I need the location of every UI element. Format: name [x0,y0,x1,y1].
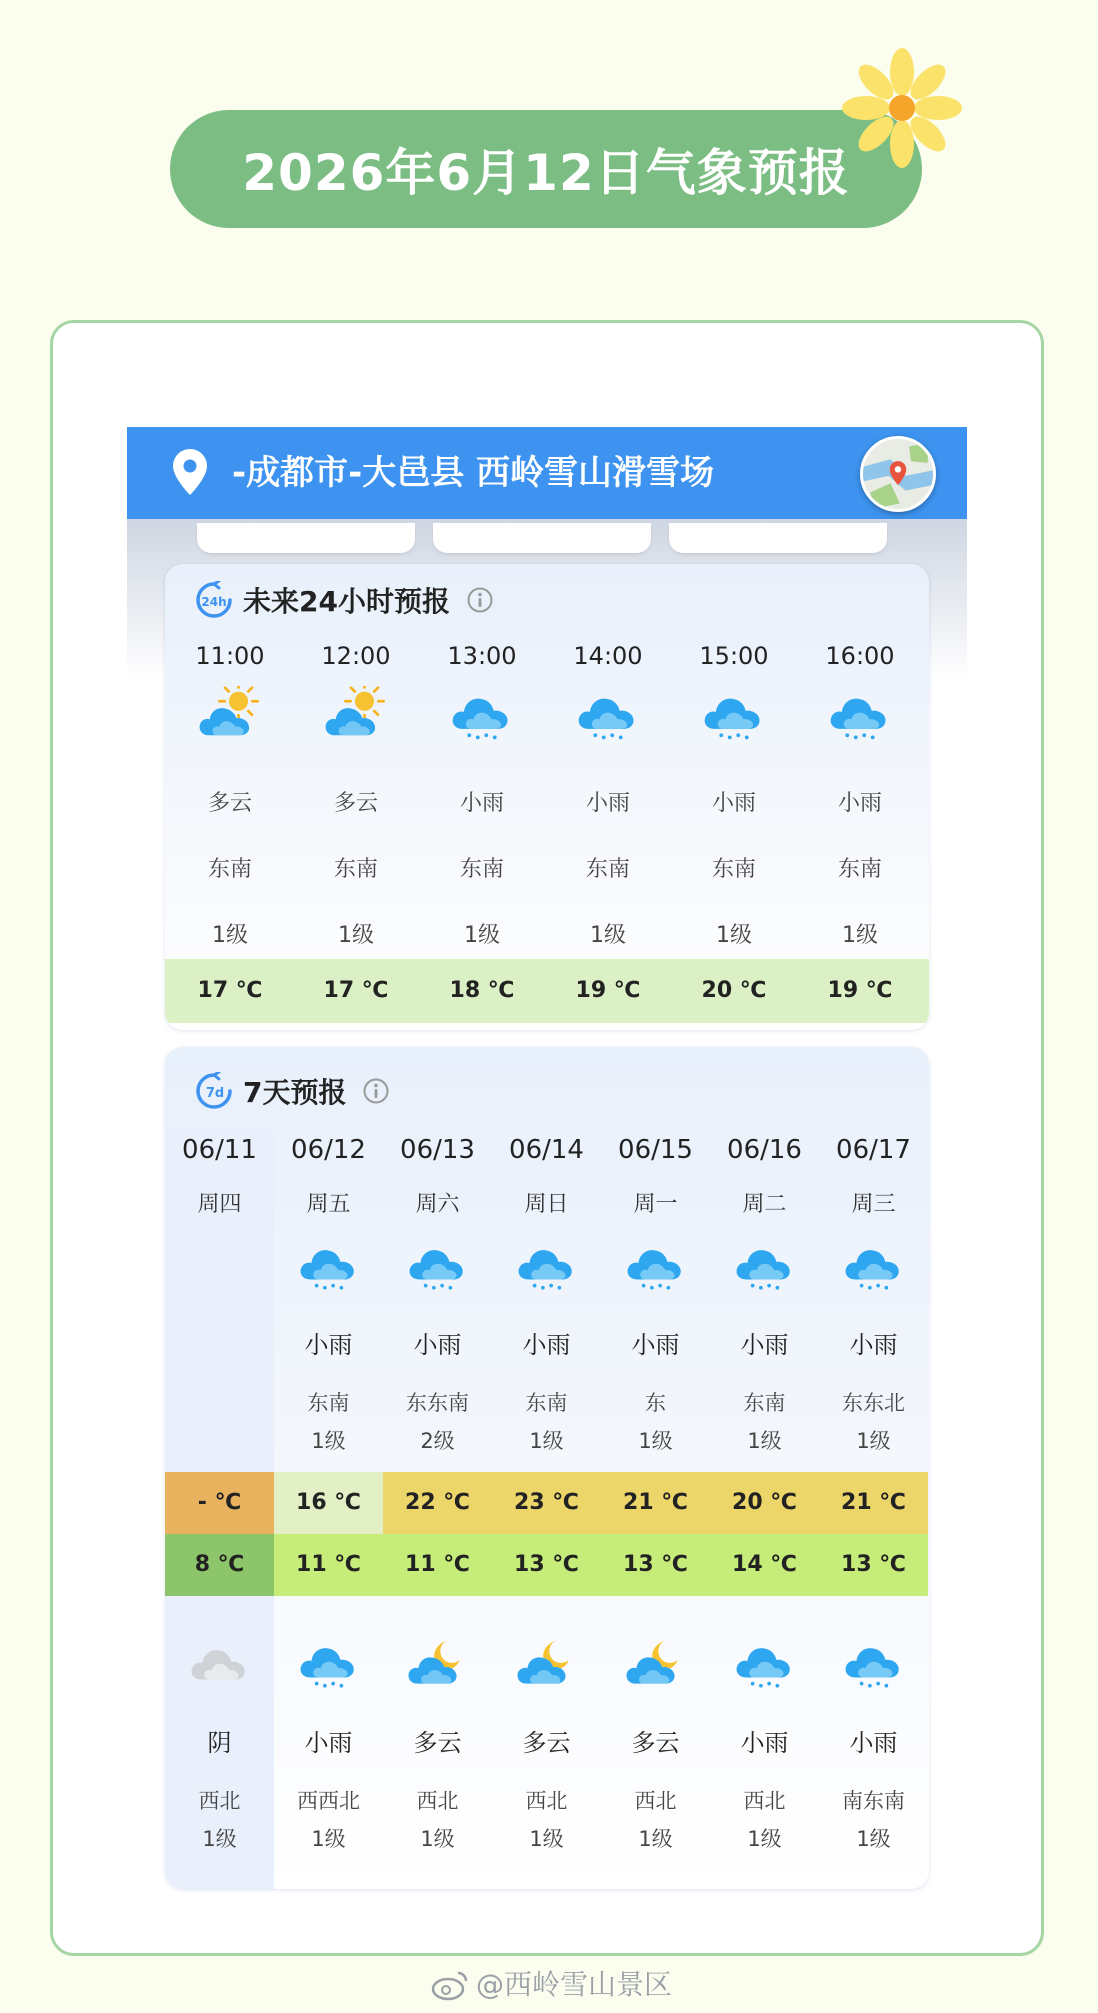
hour-wind-level: 1级 [212,923,248,948]
day-wind-direction: 东南 [743,1391,786,1415]
day-high-temp: 21 ℃ [601,1472,710,1534]
night-wind-level: 1级 [202,1827,237,1851]
hour-icon-wrap [293,686,419,742]
icon-label: 7d [205,1086,225,1101]
day-weekday: 周二 [742,1192,787,1217]
night-wind-level: 1级 [311,1827,346,1851]
night-condition: 小雨 [740,1729,789,1757]
day-wind-direction: 东 [645,1391,666,1415]
day-date: 06/17 [836,1135,911,1165]
light-rain-icon [296,1635,362,1691]
location-pin-icon [173,449,207,495]
hour-wind-direction: 东南 [711,857,756,882]
night-condition: 小雨 [304,1729,353,1757]
light-rain-icon [732,1635,798,1691]
map-icon [863,439,933,509]
icon-label: 24h [201,595,227,609]
day-icon-wrap [819,1237,928,1293]
day-icon-wrap [710,1237,819,1293]
light-rain-icon [405,1237,471,1293]
day-high-temp: - ℃ [165,1472,274,1534]
day-date: 06/16 [727,1135,802,1165]
hour-wind-level: 1级 [464,923,500,948]
hour-time: 16:00 [825,642,895,670]
light-rain-icon [826,686,894,742]
day-icon-wrap [601,1237,710,1293]
flower-icon [842,48,962,168]
night-icon-wrap [710,1635,819,1691]
hour-time: 11:00 [195,642,265,670]
day-condition: 小雨 [631,1331,680,1359]
hour-icon-wrap [545,686,671,742]
night-wind-level: 1级 [856,1827,891,1851]
hourly-title: 未来24小时预报 [243,585,450,618]
light-rain-icon [623,1237,689,1293]
day-low-temp: 11 ℃ [383,1534,492,1596]
light-rain-icon [700,686,768,742]
day-weekday: 周三 [851,1192,896,1217]
hour-condition: 多云 [207,791,252,816]
weather-app-screenshot [127,427,967,1889]
partly-cloudy-day-icon [196,686,264,742]
hourly-forecast-panel [165,564,929,1030]
page-title: 2026年6月12日气象预报 [170,110,922,228]
day-wind-level: 1级 [638,1429,673,1453]
day-wind-direction: 东东南 [406,1391,469,1415]
partly-cloudy-night-icon [623,1635,689,1691]
hour-condition: 小雨 [711,791,756,816]
day-weekday: 周五 [306,1192,351,1217]
hour-temperature: 19 ℃ [575,978,641,1003]
hour-wind-direction: 东南 [333,857,378,882]
day-wind-direction: 东东北 [842,1391,905,1415]
night-wind-direction: 西北 [634,1789,677,1813]
hour-time: 14:00 [573,642,643,670]
night-wind-direction: 西北 [198,1789,241,1813]
night-wind-direction: 南东南 [842,1789,905,1813]
day-condition: 小雨 [849,1331,898,1359]
night-condition: 阴 [207,1729,232,1757]
day-weekday: 周日 [524,1192,569,1217]
day-date: 06/11 [182,1135,257,1165]
light-rain-icon [448,686,516,742]
hour-time: 12:00 [321,642,391,670]
location-header [127,427,967,519]
hour-icon-wrap [419,686,545,742]
calendar-7d-icon [195,1072,233,1110]
night-wind-direction: 西北 [525,1789,568,1813]
hourly-title-row [195,580,494,620]
hour-wind-direction: 东南 [585,857,630,882]
hour-icon-wrap [671,686,797,742]
day-high-temp: 20 ℃ [710,1472,819,1534]
light-rain-icon [574,686,642,742]
night-condition: 多云 [413,1729,462,1757]
night-wind-direction: 西西北 [297,1789,360,1813]
day-condition: 小雨 [304,1331,353,1359]
collapsed-tab[interactable] [197,523,415,553]
day-wind-direction: 东南 [525,1391,568,1415]
day-condition: 小雨 [522,1331,571,1359]
hour-wind-direction: 东南 [459,857,504,882]
night-wind-level: 1级 [747,1827,782,1851]
hour-condition: 小雨 [459,791,504,816]
day-high-temp: 23 ℃ [492,1472,601,1534]
map-button[interactable] [860,436,936,512]
weibo-icon [430,1969,470,2001]
overcast-icon [187,1635,253,1691]
day-weekday: 周六 [415,1192,460,1217]
info-icon[interactable] [466,586,494,614]
day-wind-level: 1级 [747,1429,782,1453]
day-icon-wrap [383,1237,492,1293]
night-wind-direction: 西北 [416,1789,459,1813]
day-wind-level: 1级 [311,1429,346,1453]
partly-cloudy-night-icon [514,1635,580,1691]
night-condition: 多云 [631,1729,680,1757]
night-condition: 多云 [522,1729,571,1757]
day-high-temp: 22 ℃ [383,1472,492,1534]
day-wind-direction: 东南 [307,1391,350,1415]
daily-forecast-panel [165,1047,929,1889]
day-low-temp: 8 ℃ [165,1534,274,1596]
hour-condition: 小雨 [585,791,630,816]
light-rain-icon [514,1237,580,1293]
light-rain-icon [296,1237,362,1293]
hour-wind-direction: 东南 [837,857,882,882]
hour-wind-level: 1级 [716,923,752,948]
night-wind-direction: 西北 [743,1789,786,1813]
night-icon-wrap [274,1635,383,1691]
night-icon-wrap [819,1635,928,1691]
day-low-temp: 13 ℃ [819,1534,928,1596]
night-wind-level: 1级 [529,1827,564,1851]
daily-title: 7天预报 [243,1076,347,1109]
light-rain-icon [841,1237,907,1293]
light-rain-icon [732,1237,798,1293]
day-high-temp: 16 ℃ [274,1472,383,1534]
day-wind-level: 2级 [420,1429,455,1453]
hour-temperature: 19 ℃ [827,978,893,1003]
day-weekday: 周一 [633,1192,678,1217]
day-high-temp: 21 ℃ [819,1472,928,1534]
night-icon-wrap [383,1635,492,1691]
clock-24h-icon [195,581,233,619]
watermark-text: @西岭雪山景区 [476,1968,673,2001]
hour-temperature: 17 ℃ [323,978,389,1003]
day-date: 06/14 [509,1135,584,1165]
daily-title-row [195,1071,390,1111]
night-wind-level: 1级 [420,1827,455,1851]
day-date: 06/13 [400,1135,475,1165]
collapsed-tab[interactable] [669,523,887,553]
day-low-temp: 13 ℃ [601,1534,710,1596]
hour-time: 15:00 [699,642,769,670]
hour-wind-direction: 东南 [207,857,252,882]
day-date: 06/12 [291,1135,366,1165]
night-icon-wrap [165,1635,274,1691]
hour-condition: 小雨 [837,791,882,816]
day-weekday: 周四 [197,1192,242,1217]
hour-condition: 多云 [333,791,378,816]
night-condition: 小雨 [849,1729,898,1757]
hour-icon-wrap [797,686,923,742]
day-low-temp: 14 ℃ [710,1534,819,1596]
hour-temperature: 18 ℃ [449,978,515,1003]
light-rain-icon [841,1635,907,1691]
location-name[interactable]: -成都市-大邑县 西岭雪山滑雪场 [232,453,715,493]
day-low-temp: 13 ℃ [492,1534,601,1596]
day-condition: 小雨 [740,1331,789,1359]
night-icon-wrap [601,1635,710,1691]
day-wind-level: 1级 [856,1429,891,1453]
hour-wind-level: 1级 [338,923,374,948]
day-icon-wrap [274,1237,383,1293]
day-date: 06/15 [618,1135,693,1165]
partly-cloudy-night-icon [405,1635,471,1691]
day-icon-wrap [492,1237,601,1293]
info-icon[interactable] [362,1077,390,1105]
hour-time: 13:00 [447,642,517,670]
night-icon-wrap [492,1635,601,1691]
hour-temperature: 17 ℃ [197,978,263,1003]
watermark [430,1965,672,2005]
night-wind-level: 1级 [638,1827,673,1851]
collapsed-tab[interactable] [433,523,651,553]
day-wind-level: 1级 [529,1429,564,1453]
partly-cloudy-day-icon [322,686,390,742]
hour-wind-level: 1级 [590,923,626,948]
hour-wind-level: 1级 [842,923,878,948]
hour-temperature: 20 ℃ [701,978,767,1003]
hour-icon-wrap [167,686,293,742]
day-low-temp: 11 ℃ [274,1534,383,1596]
day-condition: 小雨 [413,1331,462,1359]
